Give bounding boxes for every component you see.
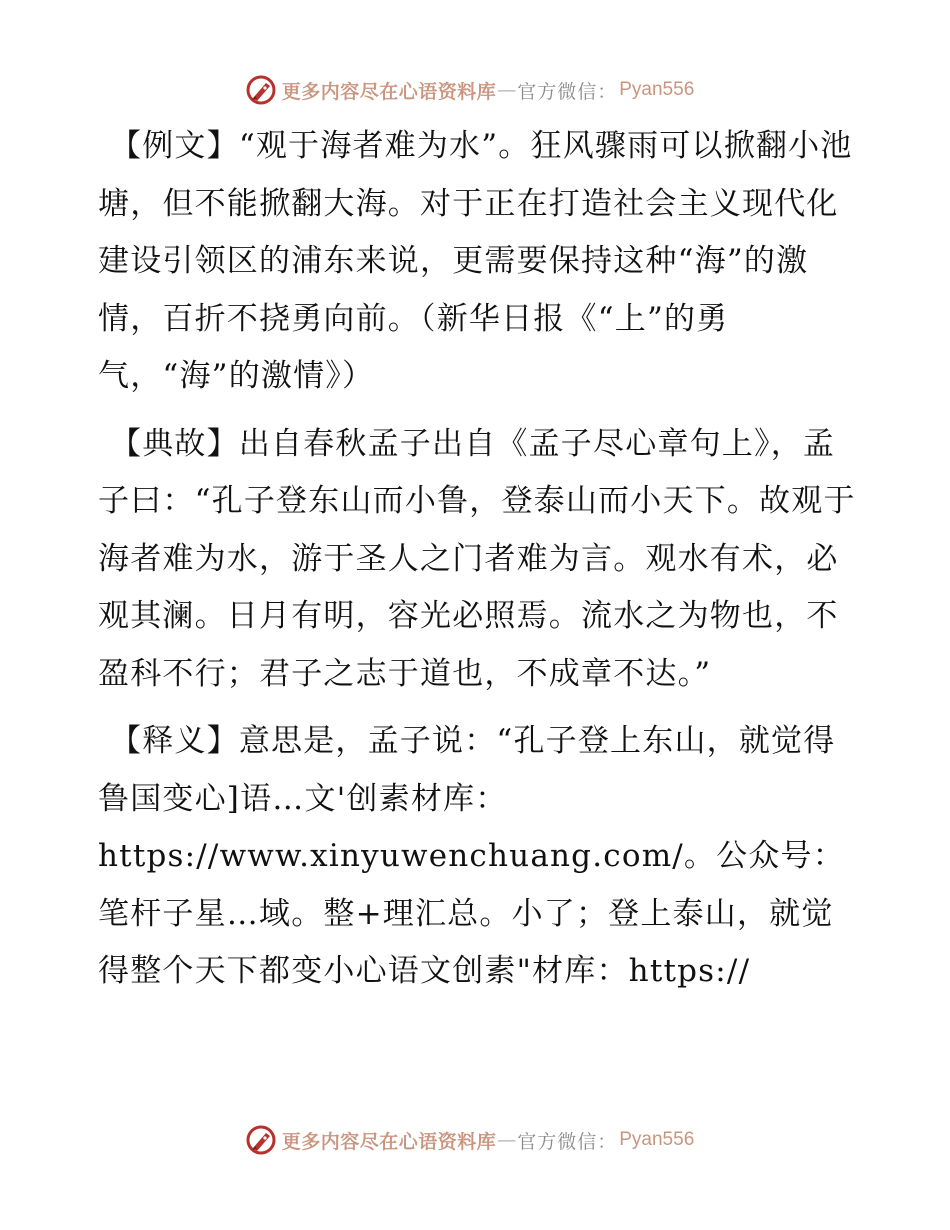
pen-nib-logo-icon — [244, 1123, 278, 1157]
allusion-paragraph — [98, 416, 858, 704]
pen-nib-logo-icon — [244, 73, 278, 107]
banner-wechat-handle: Pyan556 — [619, 79, 695, 100]
example-paragraph — [98, 118, 858, 406]
header-banner — [0, 70, 950, 110]
footer-banner — [0, 1120, 950, 1160]
meaning-label: 【释义】 — [110, 723, 239, 759]
banner-official-label: 官方微信： — [517, 1130, 618, 1153]
example-label: 【例文】 — [110, 128, 239, 164]
meaning-text: 意思是，孟子说：“孔子登上东山，就觉得鲁国变心]语…文'创素材库：https://www.xinyuwenchuang.com/。公众号：笔杆子星…域。整+理汇总。小了；登上泰山，就觉得整个天下都变小心语文创素"材库：https:// — [98, 723, 845, 989]
banner-official-label: 官方微信： — [517, 80, 618, 103]
banner-title: 更多内容尽在心语资料库 — [281, 80, 497, 103]
banner-dash: — — [497, 79, 517, 101]
allusion-text: 出自春秋孟子出自《孟子尽心章句上》，孟子曰：“孔子登东山而小鲁，登泰山而小天下。故观于海者难为水，游于圣人之门者难为言。观水有术，必观其澜。日月有明，容光必照焉。流水之为物也，不盈科不行；君子之志于道也，不成章不达。” — [98, 425, 856, 692]
banner-title: 更多内容尽在心语资料库 — [281, 1130, 497, 1153]
banner-wechat-handle: Pyan556 — [619, 1129, 695, 1150]
document-body — [98, 118, 858, 1011]
banner-dash: — — [497, 1129, 517, 1151]
allusion-label: 【典故】 — [110, 425, 239, 462]
example-text: “观于海者难为水”。狂风骤雨可以掀翻小池塘，但不能掀翻大海。对于正在打造社会主义现代化建设引领区的浦东来说，更需要保持这种“海”的激情，百折不挠勇向前。（新华日报《“上”的勇气，“海”的激情》） — [98, 128, 853, 394]
meaning-paragraph — [98, 713, 858, 1001]
